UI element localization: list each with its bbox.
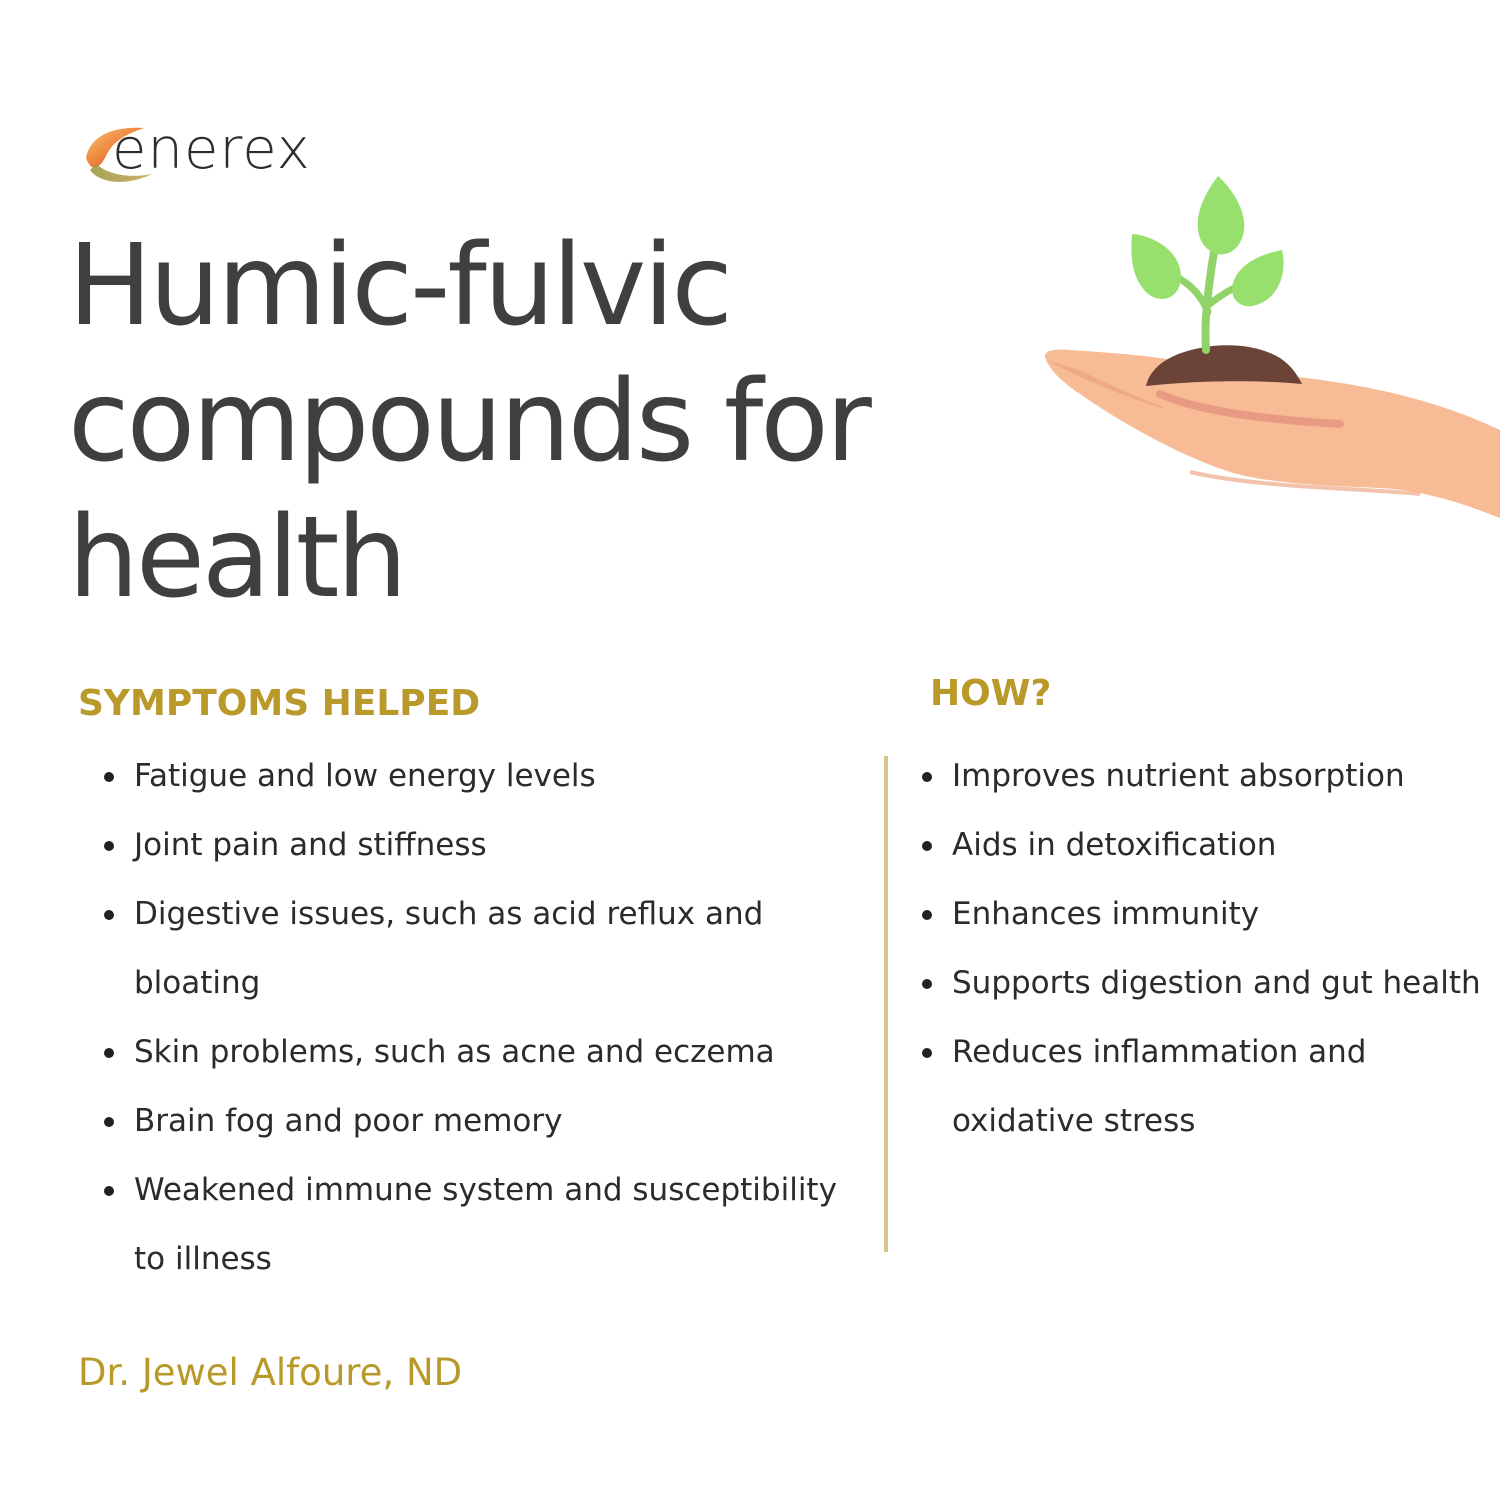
list-item: Improves nutrient absorption (922, 742, 1482, 811)
symptoms-list (104, 742, 864, 1294)
brand-logo (82, 118, 342, 188)
list-item: Enhances immunity (922, 880, 1482, 949)
symptoms-heading: SYMPTOMS HELPED (78, 683, 481, 724)
list-item: Weakened immune system and susceptibility to illness (104, 1156, 864, 1294)
author-credit: Dr. Jewel Alfoure, ND (78, 1351, 463, 1394)
how-list (922, 742, 1482, 1156)
column-divider (884, 756, 888, 1252)
list-item: Aids in detoxification (922, 811, 1482, 880)
brand-name: enerex (112, 117, 311, 182)
list-item: Reduces inflammation and oxidative stress (922, 1018, 1482, 1156)
how-heading: HOW? (930, 673, 1052, 714)
list-item: Joint pain and stiffness (104, 811, 864, 880)
list-item: Digestive issues, such as acid reflux and bloating (104, 880, 864, 1018)
page-title: Humic-fulvic compounds for health (68, 221, 869, 623)
list-item: Skin problems, such as acne and eczema (104, 1018, 864, 1087)
list-item: Fatigue and low energy levels (104, 742, 864, 811)
list-item: Brain fog and poor memory (104, 1087, 864, 1156)
hand-holding-sprout-icon (1040, 172, 1500, 522)
list-item: Supports digestion and gut health (922, 949, 1482, 1018)
